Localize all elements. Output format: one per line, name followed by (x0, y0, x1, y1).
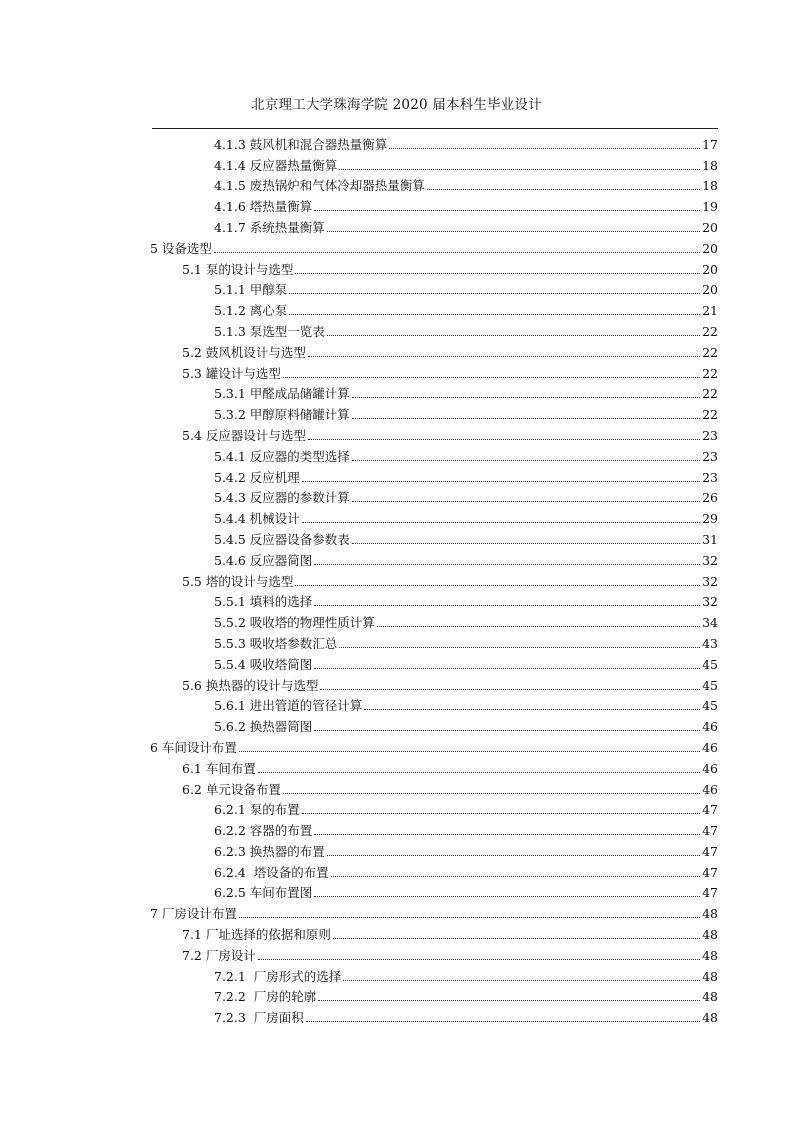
toc-dot-leader (314, 210, 700, 211)
toc-entry-title: 5.4.4 机械设计 (214, 511, 300, 527)
toc-entry-title: 5.4.6 反应器简图 (214, 552, 313, 568)
toc-entry-title: 5.4.2 反应机理 (214, 469, 300, 485)
toc-page-number: 22 (702, 365, 718, 381)
toc-dot-leader (352, 501, 700, 502)
toc-page-number: 34 (702, 615, 718, 631)
toc-dot-leader (364, 709, 700, 710)
toc-entry[interactable] (150, 464, 718, 485)
toc-page-number: 46 (702, 781, 718, 797)
toc-entry-title: 5.1.1 甲醇泵 (214, 282, 288, 298)
toc-entry[interactable] (150, 755, 718, 776)
toc-page-number: 47 (702, 885, 718, 901)
toc-entry[interactable] (150, 1004, 718, 1025)
toc-entry-title: 5.5.4 吸收塔简图 (214, 656, 313, 672)
toc-entry[interactable] (150, 526, 718, 547)
toc-dot-leader (258, 772, 700, 773)
toc-page-number: 17 (702, 136, 718, 152)
toc-entry[interactable] (150, 318, 718, 339)
toc-page-number: 32 (702, 552, 718, 568)
toc-entry-title: 7.2.3 厂房面积 (214, 1010, 304, 1026)
toc-dot-leader (314, 834, 700, 835)
toc-entry[interactable] (150, 609, 718, 630)
toc-entry-title: 7.1 厂址选择的依据和原则 (182, 927, 331, 943)
toc-dot-leader (295, 273, 700, 274)
toc-entry[interactable] (150, 297, 718, 318)
toc-dot-leader (352, 397, 700, 398)
toc-page-number: 20 (702, 219, 718, 235)
toc-entry[interactable] (150, 776, 718, 797)
toc-page-number: 20 (702, 282, 718, 298)
toc-dot-leader (377, 626, 700, 627)
toc-entry-title: 5.5.1 填料的选择 (214, 594, 313, 610)
toc-entry-title: 5.6.1 进出管道的管径计算 (214, 698, 363, 714)
toc-entry[interactable] (150, 589, 718, 610)
toc-page-number: 48 (702, 1010, 718, 1026)
toc-page-number: 46 (702, 760, 718, 776)
toc-entry[interactable] (150, 381, 718, 402)
toc-dot-leader (327, 335, 700, 336)
toc-dot-leader (314, 564, 700, 565)
toc-dot-leader (314, 896, 700, 897)
toc-entry-title: 5.3 罐设计与选型 (182, 365, 281, 381)
toc-entry-title: 4.1.3 鼓风机和混合器热量衡算 (214, 136, 388, 152)
toc-dot-leader (302, 481, 700, 482)
toc-page-number: 31 (702, 531, 718, 547)
toc-entry[interactable] (150, 422, 718, 443)
toc-dot-leader (314, 668, 700, 669)
toc-page-number: 43 (702, 635, 718, 651)
toc-page-number: 21 (702, 303, 718, 319)
toc-entry-title: 5.5 塔的设计与选型 (182, 573, 294, 589)
toc-entry[interactable] (150, 942, 718, 963)
toc-dot-leader (339, 169, 700, 170)
toc-page-number: 47 (702, 802, 718, 818)
toc-dot-leader (320, 689, 700, 690)
toc-page-number: 32 (702, 594, 718, 610)
toc-dot-leader (289, 293, 700, 294)
toc-entry-title: 5.3.2 甲醇原料储罐计算 (214, 407, 350, 423)
toc-dot-leader (327, 231, 700, 232)
toc-entry[interactable] (150, 817, 718, 838)
toc-page-number: 46 (702, 719, 718, 735)
toc-entry[interactable] (150, 797, 718, 818)
toc-entry-title: 7 厂房设计布置 (150, 906, 237, 922)
toc-dot-leader (302, 813, 700, 814)
toc-page-number: 23 (702, 469, 718, 485)
toc-page-number: 20 (702, 240, 718, 256)
toc-entry[interactable] (150, 214, 718, 235)
toc-entry[interactable] (150, 838, 718, 859)
toc-dot-leader (295, 585, 700, 586)
toc-dot-leader (331, 876, 700, 877)
toc-dot-leader (314, 605, 700, 606)
toc-entry[interactable] (150, 547, 718, 568)
toc-entry[interactable] (150, 568, 718, 589)
toc-entry-title: 5.4 反应器设计与选型 (182, 427, 306, 443)
toc-page-number: 29 (702, 511, 718, 527)
toc-dot-leader (333, 938, 700, 939)
toc-page-number: 47 (702, 864, 718, 880)
toc-dot-leader (389, 148, 700, 149)
toc-entry-title: 7.2.2 厂房的轮廓 (214, 989, 317, 1005)
toc-page-number: 48 (702, 947, 718, 963)
toc-entry[interactable] (150, 193, 718, 214)
toc-entry-title: 6.2 单元设备布置 (182, 781, 281, 797)
toc-dot-leader (308, 356, 700, 357)
toc-dot-leader (302, 522, 700, 523)
toc-dot-leader (318, 1000, 700, 1001)
toc-page-number: 45 (702, 677, 718, 693)
toc-entry-title: 5.5.2 吸收塔的物理性质计算 (214, 615, 375, 631)
toc-entry[interactable] (150, 630, 718, 651)
toc-entry-title: 5.1.3 泵选型一览表 (214, 323, 325, 339)
toc-page-number: 22 (702, 323, 718, 339)
toc-page-number: 22 (702, 344, 718, 360)
toc-dot-leader (327, 855, 700, 856)
toc-entry[interactable] (150, 505, 718, 526)
table-of-contents (150, 131, 718, 1025)
toc-entry-title: 5.6 换热器的设计与选型 (182, 677, 319, 693)
toc-entry[interactable] (150, 900, 718, 921)
toc-page-number: 19 (702, 199, 718, 215)
page-header: 北京理工大学珠海学院 2020 届本科生毕业设计 (251, 97, 542, 113)
toc-entry[interactable] (150, 734, 718, 755)
toc-entry[interactable] (150, 152, 718, 173)
toc-entry-title: 6.2.2 容器的布置 (214, 823, 313, 839)
toc-entry[interactable] (150, 963, 718, 984)
toc-page-number: 22 (702, 407, 718, 423)
toc-entry[interactable] (150, 693, 718, 714)
toc-entry[interactable] (150, 360, 718, 381)
toc-page-number: 45 (702, 698, 718, 714)
toc-entry-title: 5.1 泵的设计与选型 (182, 261, 294, 277)
toc-entry-title: 4.1.5 废热锅炉和气体冷却器热量衡算 (214, 178, 425, 194)
toc-entry[interactable] (150, 256, 718, 277)
toc-dot-leader (258, 959, 700, 960)
toc-entry[interactable] (150, 921, 718, 942)
toc-page-number: 18 (702, 178, 718, 194)
toc-dot-leader (283, 377, 700, 378)
toc-entry[interactable] (150, 984, 718, 1005)
toc-entry-title: 6.2.1 泵的布置 (214, 802, 300, 818)
toc-page-number: 18 (702, 157, 718, 173)
toc-entry-title: 7.2.1 厂房形式的选择 (214, 968, 342, 984)
toc-entry-title: 5.5.3 吸收塔参数汇总 (214, 635, 338, 651)
toc-entry-title: 4.1.4 反应器热量衡算 (214, 157, 338, 173)
toc-page-number: 48 (702, 927, 718, 943)
toc-page-number: 47 (702, 823, 718, 839)
toc-entry-title: 4.1.6 塔热量衡算 (214, 199, 313, 215)
toc-page-number: 47 (702, 843, 718, 859)
toc-entry-title: 5.1.2 离心泵 (214, 303, 288, 319)
toc-dot-leader (352, 543, 700, 544)
toc-entry-title: 5.6.2 换热器简图 (214, 719, 313, 735)
toc-page-number: 23 (702, 448, 718, 464)
toc-entry-title: 5.2 鼓风机设计与选型 (182, 344, 306, 360)
toc-dot-leader (352, 418, 700, 419)
toc-dot-leader (314, 730, 700, 731)
toc-dot-leader (239, 917, 700, 918)
toc-dot-leader (306, 1021, 700, 1022)
toc-page-number: 26 (702, 490, 718, 506)
toc-page-number: 20 (702, 261, 718, 277)
toc-entry-title: 6.2.5 车间布置图 (214, 885, 313, 901)
toc-entry[interactable] (150, 235, 718, 256)
toc-entry[interactable] (150, 880, 718, 901)
toc-entry-title: 5.4.1 反应器的类型选择 (214, 448, 350, 464)
toc-entry-title: 6.2.4 塔设备的布置 (214, 864, 329, 880)
toc-entry[interactable] (150, 173, 718, 194)
toc-dot-leader (239, 751, 700, 752)
toc-entry-title: 4.1.7 系统热量衡算 (214, 219, 325, 235)
header-rule (152, 128, 718, 129)
toc-dot-leader (308, 439, 700, 440)
toc-page-number: 48 (702, 968, 718, 984)
toc-entry-title: 6.2.3 换热器的布置 (214, 843, 325, 859)
toc-entry-title: 7.2 厂房设计 (182, 947, 256, 963)
toc-entry[interactable] (150, 859, 718, 880)
toc-page-number: 22 (702, 386, 718, 402)
toc-entry[interactable] (150, 651, 718, 672)
toc-dot-leader (214, 252, 700, 253)
toc-entry-title: 5 设备选型 (150, 240, 212, 256)
toc-dot-leader (339, 647, 700, 648)
toc-dot-leader (283, 793, 700, 794)
toc-entry[interactable] (150, 131, 718, 152)
toc-entry[interactable] (150, 277, 718, 298)
toc-entry[interactable] (150, 485, 718, 506)
toc-page-number: 32 (702, 573, 718, 589)
toc-dot-leader (343, 980, 700, 981)
toc-entry[interactable] (150, 339, 718, 360)
toc-page-number: 23 (702, 427, 718, 443)
toc-entry-title: 6.1 车间布置 (182, 760, 256, 776)
toc-dot-leader (352, 460, 700, 461)
toc-entry-title: 5.3.1 甲醛成品储罐计算 (214, 386, 350, 402)
toc-entry-title: 6 车间设计布置 (150, 739, 237, 755)
toc-page-number: 48 (702, 989, 718, 1005)
toc-entry[interactable] (150, 713, 718, 734)
toc-page-number: 46 (702, 739, 718, 755)
toc-page-number: 48 (702, 906, 718, 922)
toc-entry-title: 5.4.5 反应器设备参数表 (214, 531, 350, 547)
toc-dot-leader (427, 189, 700, 190)
toc-entry[interactable] (150, 443, 718, 464)
toc-dot-leader (289, 314, 700, 315)
toc-entry[interactable] (150, 401, 718, 422)
toc-entry[interactable] (150, 672, 718, 693)
toc-entry-title: 5.4.3 反应器的参数计算 (214, 490, 350, 506)
toc-page-number: 45 (702, 656, 718, 672)
